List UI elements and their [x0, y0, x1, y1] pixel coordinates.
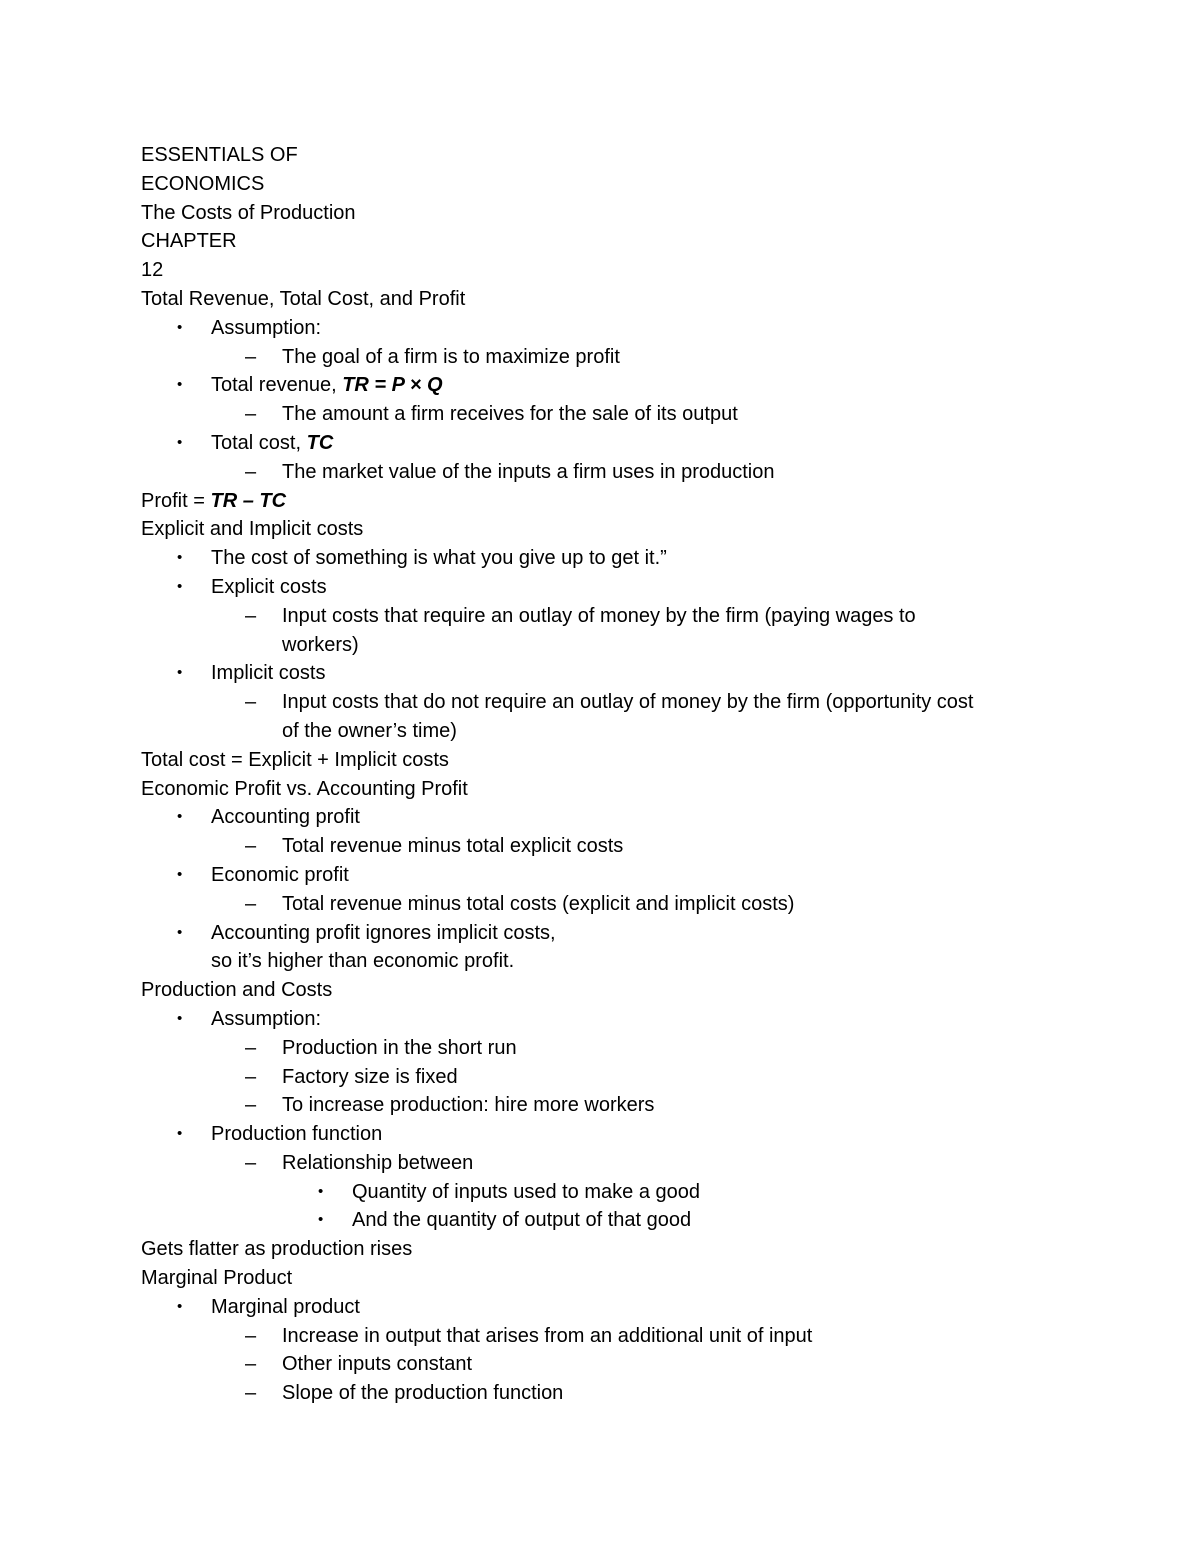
heading-line — [141, 256, 1071, 285]
bullet-marker: • — [177, 577, 183, 595]
dash-item — [141, 688, 1071, 717]
dash-marker: – — [245, 691, 257, 714]
formula: TR – TC — [210, 489, 287, 512]
dash-item — [141, 1379, 1071, 1408]
dash-item — [141, 832, 1071, 861]
dash-item — [141, 890, 1071, 919]
bullet-item — [141, 429, 1071, 458]
bullet-item — [141, 1293, 1071, 1322]
line-text: Profit = — [141, 489, 211, 512]
line-text: so it’s higher than economic profit. — [211, 950, 515, 973]
line-text: Slope of the production function — [282, 1382, 564, 1405]
line-text: of the owner’s time) — [282, 719, 457, 742]
formula: TC — [306, 431, 334, 454]
bullet-marker: • — [177, 808, 183, 826]
dash-item — [141, 1034, 1071, 1063]
line-text: And the quantity of output of that good — [352, 1209, 692, 1232]
bullet-item — [141, 861, 1071, 890]
heading-line — [141, 285, 1071, 314]
line-text: Total cost = Explicit + Implicit costs — [141, 748, 449, 771]
dash-item — [141, 1350, 1071, 1379]
bullet-item — [141, 544, 1071, 573]
bullet-marker: • — [177, 549, 183, 567]
dash-item — [141, 602, 1071, 631]
line-text: Gets flatter as production rises — [141, 1238, 413, 1261]
line-text: Input costs that require an outlay of money by the firm (paying wages to — [282, 604, 916, 627]
line-text: ECONOMICS — [141, 172, 265, 195]
dash-marker: – — [245, 1151, 257, 1174]
line-text: ESSENTIALS OF — [141, 144, 298, 166]
dash-item — [141, 1091, 1071, 1120]
bullet-marker: • — [177, 865, 183, 883]
bullet-item-continuation — [141, 947, 1071, 976]
dash-marker: – — [245, 1094, 257, 1117]
heading-line — [141, 775, 1071, 804]
line-text: Input costs that do not require an outlay of money by the firm (opportunity cost — [282, 691, 974, 714]
bullet-marker: • — [177, 1125, 183, 1143]
heading-line — [141, 227, 1071, 256]
document-body — [141, 141, 1071, 1408]
bullet-marker: • — [177, 1297, 183, 1315]
line-text: Total cost, — [211, 431, 307, 454]
line-text: The cost of something is what you give up to get it.” — [211, 547, 667, 570]
heading-line — [141, 199, 1071, 228]
bullet-marker: • — [177, 433, 183, 451]
line-text: Marginal product — [211, 1295, 360, 1318]
bullet-item — [141, 803, 1071, 832]
dash-marker: – — [245, 1353, 257, 1376]
line-text: Explicit costs — [211, 575, 327, 598]
dash-marker: – — [245, 403, 257, 426]
formula: TR = P × Q — [342, 374, 443, 397]
line-text: Assumption: — [211, 1007, 322, 1030]
sub-bullet-item — [141, 1206, 1071, 1235]
line-text: Increase in output that arises from an additional unit of input — [282, 1324, 813, 1347]
line-text: Production in the short run — [282, 1036, 517, 1059]
bullet-marker: • — [177, 318, 183, 336]
line-text: Quantity of inputs used to make a good — [352, 1180, 700, 1203]
bullet-marker: • — [318, 1211, 324, 1229]
bullet-item — [141, 371, 1071, 400]
line-text: To increase production: hire more workers — [282, 1094, 655, 1117]
heading-line — [141, 170, 1071, 199]
line-text: Explicit and Implicit costs — [141, 518, 364, 541]
line-text: Total revenue minus total costs (explicit and implicit costs) — [282, 892, 795, 915]
heading-line — [141, 141, 1071, 170]
line-text: The market value of the inputs a firm uses in production — [282, 460, 775, 483]
line-text: Factory size is fixed — [282, 1065, 458, 1088]
line-text: workers) — [282, 633, 359, 656]
line-text: Total revenue minus total explicit costs — [282, 835, 624, 858]
dash-item-continuation — [141, 631, 1071, 660]
bullet-marker: • — [177, 1009, 183, 1027]
dash-marker: – — [245, 1324, 257, 1347]
sub-bullet-item — [141, 1178, 1071, 1207]
dash-marker: – — [245, 604, 257, 627]
dash-marker: – — [245, 1065, 257, 1088]
line-text: Total revenue, — [211, 374, 343, 397]
dash-item — [141, 400, 1071, 429]
line-text: Implicit costs — [211, 662, 326, 685]
line-text: Other inputs constant — [282, 1353, 473, 1376]
dash-marker: – — [245, 892, 257, 915]
line-text: The amount a firm receives for the sale of its output — [282, 403, 738, 426]
dash-marker: – — [245, 1036, 257, 1059]
line-text: Marginal Product — [141, 1267, 293, 1290]
heading-line — [141, 746, 1071, 775]
line-text: 12 — [141, 259, 164, 282]
dash-item — [141, 458, 1071, 487]
bullet-marker: • — [318, 1182, 324, 1200]
line-text: CHAPTER — [141, 230, 237, 253]
dash-item — [141, 1149, 1071, 1178]
line-text: Total Revenue, Total Cost, and Profit — [141, 287, 466, 310]
dash-marker: – — [245, 460, 257, 483]
line-text: The Costs of Production — [141, 201, 356, 224]
dash-item-continuation — [141, 717, 1071, 746]
bullet-item — [141, 573, 1071, 602]
dash-item — [141, 343, 1071, 372]
bullet-item — [141, 1120, 1071, 1149]
dash-marker: – — [245, 835, 257, 858]
line-text: Production function — [211, 1123, 383, 1146]
bullet-item — [141, 1005, 1071, 1034]
line-text: Relationship between — [282, 1151, 474, 1174]
dash-item — [141, 1063, 1071, 1092]
heading-line — [141, 487, 1071, 516]
dash-item — [141, 1322, 1071, 1351]
heading-line — [141, 976, 1071, 1005]
bullet-marker: • — [177, 923, 183, 941]
heading-line — [141, 1264, 1071, 1293]
dash-marker: – — [245, 1382, 257, 1405]
bullet-marker: • — [177, 376, 183, 394]
heading-line — [141, 515, 1071, 544]
line-text: Economic Profit vs. Accounting Profit — [141, 777, 468, 800]
bullet-item — [141, 659, 1071, 688]
line-text: Economic profit — [211, 863, 349, 886]
line-text: Accounting profit — [211, 806, 360, 829]
line-text: Assumption: — [211, 316, 322, 339]
line-text: The goal of a firm is to maximize profit — [282, 345, 620, 368]
line-text: Accounting profit ignores implicit costs, — [211, 921, 556, 944]
line-text: Production and Costs — [141, 979, 333, 1002]
dash-marker: – — [245, 345, 257, 368]
bullet-item — [141, 314, 1071, 343]
heading-line — [141, 1235, 1071, 1264]
bullet-item — [141, 919, 1071, 948]
bullet-marker: • — [177, 664, 183, 682]
